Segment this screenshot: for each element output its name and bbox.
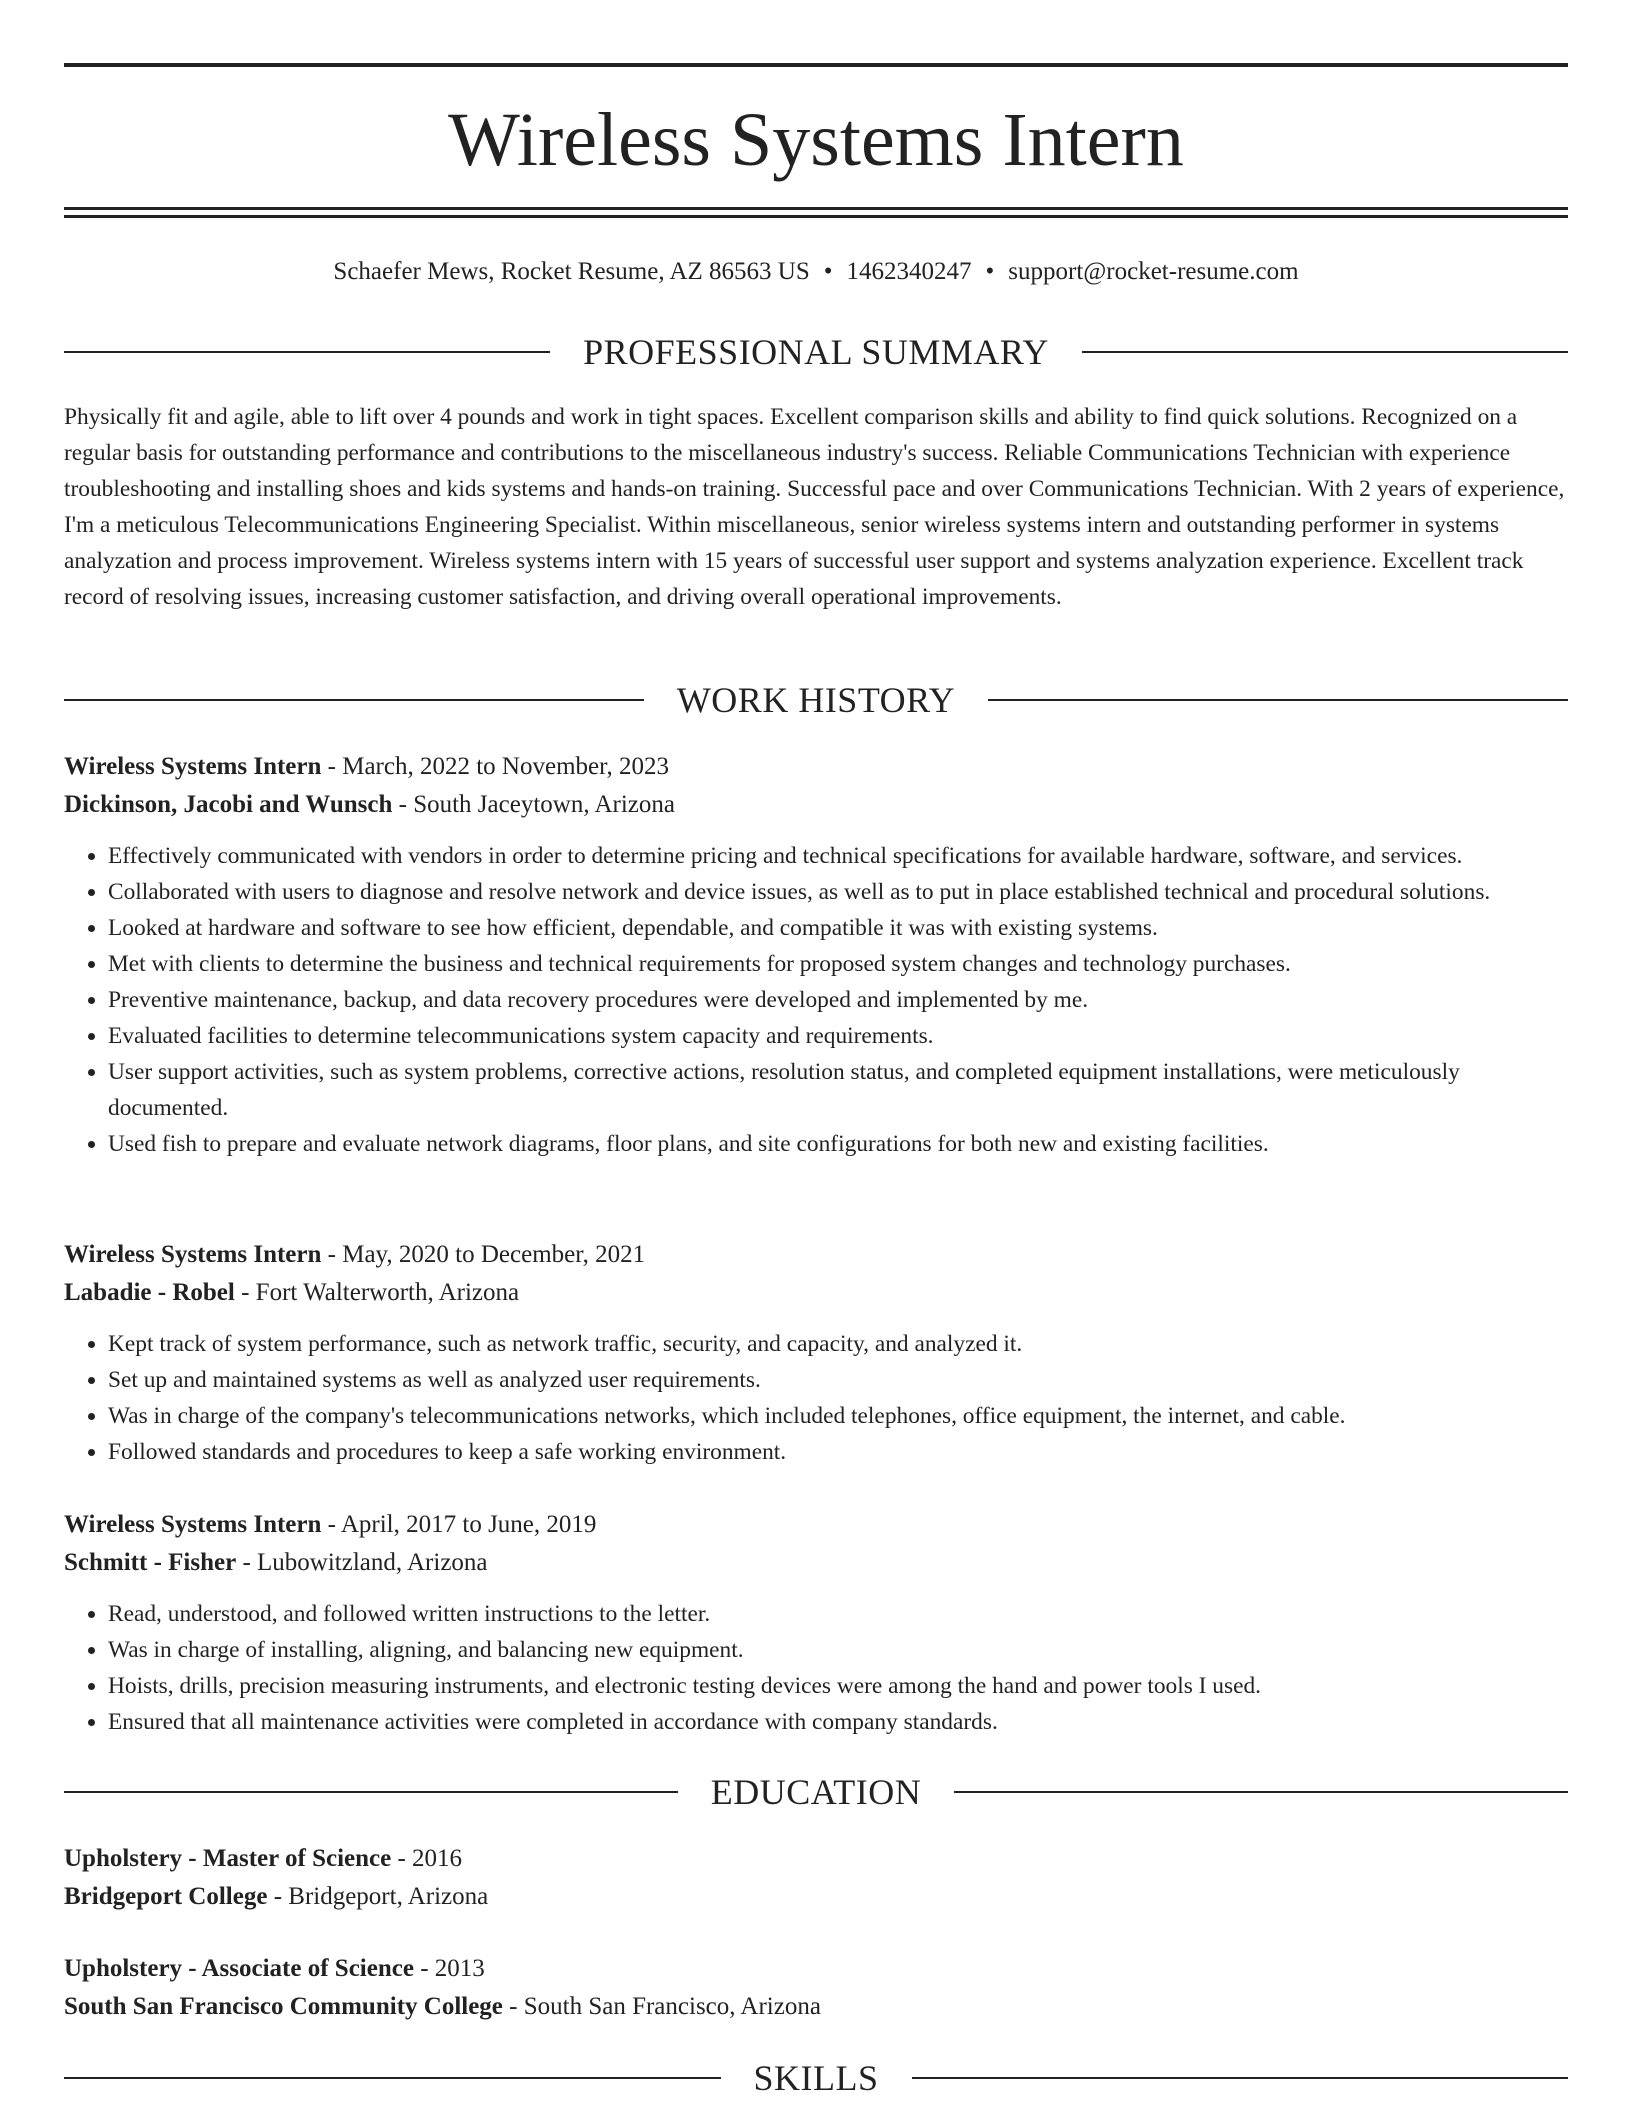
- contact-phone: 1462340247: [846, 258, 972, 285]
- education-year: - 2013: [413, 1955, 485, 1982]
- job-dates: - April, 2017 to June, 2019: [321, 1511, 597, 1538]
- job-company: Labadie - Robel: [64, 1279, 235, 1306]
- job-role: Wireless Systems Intern: [64, 1511, 322, 1538]
- section-title: EDUCATION: [710, 1772, 922, 1812]
- section-divider-right: [954, 1791, 1568, 1793]
- section-divider-right: [988, 699, 1568, 701]
- job-bullet: • Evaluated facilities to determine telecommunications system capacity and requirements.: [108, 1018, 1568, 1054]
- education-entry: [64, 1950, 1568, 2026]
- job-dates: - March, 2022 to November, 2023: [321, 753, 669, 780]
- job-bullet: • Hoists, drills, precision measuring instruments, and electronic testing devices were among the hand and power tools I used.: [108, 1668, 1568, 1704]
- job-bullet: • Set up and maintained systems as well as analyzed user requirements.: [108, 1362, 1568, 1398]
- job-bullet: • User support activities, such as system problems, corrective actions, resolution status, and completed equipment installations, were meticulously documented.: [108, 1054, 1568, 1126]
- summary-text: Physically fit and agile, able to lift over 4 pounds and work in tight spaces. Excellent comparison skills and ability to find quick solutions. Recognized on a regular basis for outstanding performance and contributions to the miscellaneous industry's success. Reliable Communications Technician with experience troubleshooting and installing shoes and kids systems and hands-on training. Successful pace and over Communications Technician. With 2 years of experience, I'm a meticulous Telecommunications Engineering Specialist. Within miscellaneous, senior wireless systems intern and outstanding performer in systems analyzation and process improvement. Wireless systems intern with 15 years of successful user support and systems analyzation experience. Excellent track record of resolving issues, increasing customer satisfaction, and driving overall operational improvements.: [64, 404, 1565, 610]
- contact-separator: •: [985, 258, 995, 285]
- job-entry: [64, 1506, 1568, 1740]
- section-divider-left: [64, 1791, 678, 1793]
- job-location: - South Jaceytown, Arizona: [392, 791, 675, 818]
- section-divider-left: [64, 351, 550, 353]
- education-degree-line: [64, 1840, 1568, 1878]
- resume-title: Wireless Systems Intern: [448, 98, 1184, 182]
- job-location: - Fort Walterworth, Arizona: [234, 1279, 520, 1306]
- job-bullet-list: [64, 838, 1568, 1162]
- contact-separator: •: [823, 258, 833, 285]
- section-heading-skills: [64, 2056, 1568, 2100]
- education-degree-line: [64, 1950, 1568, 1988]
- job-bullet: • Met with clients to determine the business and technical requirements for proposed system changes and technology purchases.: [108, 946, 1568, 982]
- section-divider-right: [912, 2077, 1569, 2079]
- header-double-rule-lower: [64, 215, 1568, 218]
- job-title-line: [64, 1506, 1568, 1544]
- job-company-line: [64, 786, 1568, 824]
- education-school-line: [64, 1988, 1568, 2026]
- section-divider-left: [64, 699, 644, 701]
- job-entry: [64, 748, 1568, 1162]
- section-divider-right: [1082, 351, 1568, 353]
- job-bullet-list: [64, 1596, 1568, 1740]
- education-degree: Upholstery - Associate of Science: [64, 1955, 414, 1982]
- job-bullet-list: [64, 1326, 1568, 1470]
- education-location: - Bridgeport, Arizona: [267, 1883, 489, 1910]
- job-title-line: [64, 748, 1568, 786]
- job-bullet: • Looked at hardware and software to see how efficient, dependable, and compatible it was with existing systems.: [108, 910, 1568, 946]
- section-heading-work-history: [64, 678, 1568, 722]
- section-title: SKILLS: [753, 2058, 879, 2098]
- education-school: South San Francisco Community College: [64, 1993, 503, 2020]
- job-company-line: [64, 1274, 1568, 1312]
- job-bullet: • Used fish to prepare and evaluate network diagrams, floor plans, and site configurations for both new and existing facilities.: [108, 1126, 1568, 1162]
- header-top-rule: [64, 63, 1568, 67]
- resume-page: [64, 0, 1568, 2112]
- job-bullet: • Kept track of system performance, such as network traffic, security, and capacity, and analyzed it.: [108, 1326, 1568, 1362]
- job-company-line: [64, 1544, 1568, 1582]
- job-bullet: • Effectively communicated with vendors in order to determine pricing and technical specifications for available hardware, software, and services.: [108, 838, 1568, 874]
- section-heading-education: [64, 1770, 1568, 1814]
- section-heading-summary: [64, 330, 1568, 374]
- job-bullet: • Ensured that all maintenance activities were completed in accordance with company standards.: [108, 1704, 1568, 1740]
- section-title: WORK HISTORY: [676, 680, 956, 720]
- job-bullet: • Was in charge of the company's telecommunications networks, which included telephones, office equipment, the internet, and cable.: [108, 1398, 1568, 1434]
- education-year: - 2016: [391, 1845, 463, 1872]
- job-entry: [64, 1236, 1568, 1470]
- job-location: - Lubowitzland, Arizona: [236, 1549, 488, 1576]
- contact-email: support@rocket-resume.com: [1008, 258, 1299, 285]
- job-dates: - May, 2020 to December, 2021: [321, 1241, 646, 1268]
- contact-address: Schaefer Mews, Rocket Resume, AZ 86563 US: [333, 258, 810, 285]
- job-bullet: • Preventive maintenance, backup, and data recovery procedures were developed and implemented by me.: [108, 982, 1568, 1018]
- education-school: Bridgeport College: [64, 1883, 268, 1910]
- job-bullet: • Followed standards and procedures to keep a safe working environment.: [108, 1434, 1568, 1470]
- section-title: PROFESSIONAL SUMMARY: [583, 332, 1049, 372]
- job-company: Dickinson, Jacobi and Wunsch: [64, 791, 393, 818]
- section-divider-left: [64, 2077, 721, 2079]
- education-school-line: [64, 1878, 1568, 1916]
- contact-line: [64, 254, 1568, 290]
- job-company: Schmitt - Fisher: [64, 1549, 237, 1576]
- job-bullet: • Was in charge of installing, aligning, and balancing new equipment.: [108, 1632, 1568, 1668]
- job-role: Wireless Systems Intern: [64, 753, 322, 780]
- job-role: Wireless Systems Intern: [64, 1241, 322, 1268]
- education-location: - South San Francisco, Arizona: [502, 1993, 821, 2020]
- job-title-line: [64, 1236, 1568, 1274]
- education-degree: Upholstery - Master of Science: [64, 1845, 392, 1872]
- job-bullet: • Collaborated with users to diagnose and resolve network and device issues, as well as to put in place established technical and procedural solutions.: [108, 874, 1568, 910]
- job-bullet: • Read, understood, and followed written instructions to the letter.: [108, 1596, 1568, 1632]
- education-entry: [64, 1840, 1568, 1916]
- header-double-rule-upper: [64, 207, 1568, 210]
